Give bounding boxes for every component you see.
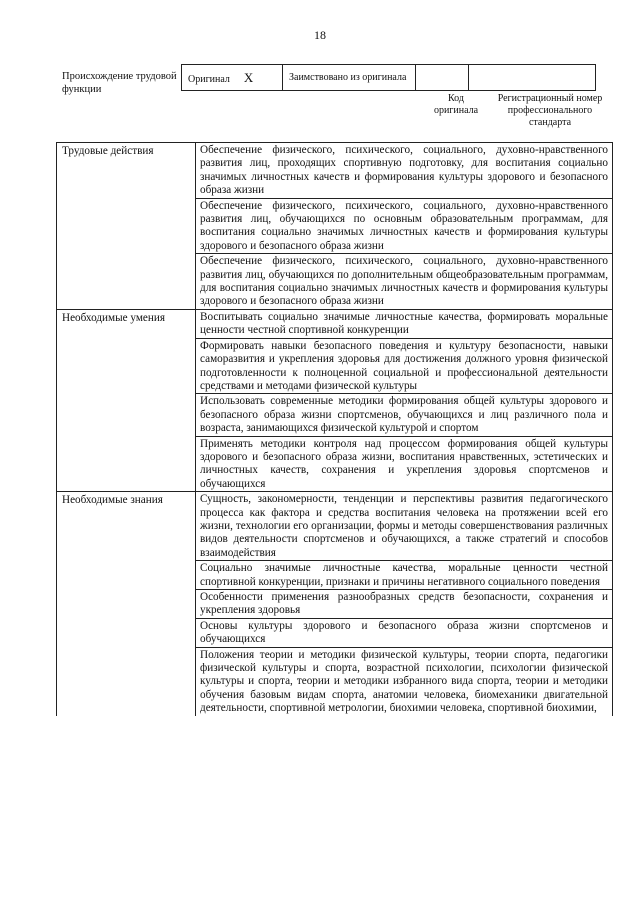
page-number: 18	[314, 28, 326, 42]
original-mark: X	[243, 69, 254, 85]
section-label-knowledge: Необходимые знания	[57, 492, 196, 716]
reg-number-caption: Регистрационный номер профессионального стандарта	[497, 93, 603, 128]
original-label: Оригинал	[188, 73, 230, 85]
code-caption: Код оригинала	[433, 93, 479, 116]
table-row: Особенности применения разнообразных средств безопасности, сохранения и укрепления здоровья	[196, 590, 613, 619]
table-row: Формировать навыки безопасного поведения и культуру безопасности, навыки саморазвития и укрепления здоровья для достижения должного уровня физической подготовленности к полноценной социальной и профессиональной деятельности средствами и методами физической культуры	[196, 338, 613, 394]
original-cell	[182, 65, 283, 91]
table-row: Обеспечение физического, психического, социального, духовно-нравственного развития лиц, обучающихся по дополнительным общеобразовательным программам, для воспитания социально значимых личностных качеств и формирования культуры здорового и безопасного образа жизни	[196, 254, 613, 310]
table-row: Положения теории и методики физической культуры, теории спорта, педагогики физической культуры и спорта, возрастной психологии, психологии физической культуры и спорта, теории и методики избранного вида спорта, теории и методики обучения базовым видам спорта, анатомии человека, биомеханики двигательной деятельности, спортивной метрологии, биохимии человека, спортивной биохимии,	[196, 647, 613, 716]
section-label-actions: Трудовые действия	[57, 143, 196, 310]
borrowed-cell	[283, 65, 416, 91]
borrowed-label: Заимствовано из оригинала	[289, 72, 407, 83]
labor-function-table	[56, 142, 613, 716]
origin-label: Происхождение трудовой функции	[62, 71, 177, 95]
table-row: Применять методики контроля над процессом формирования общей культуры здорового и безопасного образа жизни, воспитания нравственных, эстетических и личностных качеств, сохранения и укрепления здоровья спортсменов и обучающихся	[196, 436, 613, 492]
reg-number-cell	[469, 65, 596, 91]
table-row: Социально значимые личностные качества, моральные ценности честной спортивной конкуренции, признаки и причины негативного социального поведения	[196, 561, 613, 590]
table-row: Обеспечение физического, психического, социального, духовно-нравственного развития лиц, проходящих спортивную подготовку, для воспитания социально значимых личностных качеств и формирования культуры здорового и безопасного образа жизни	[196, 143, 613, 199]
table-row: Воспитывать социально значимые личностные качества, формировать моральные ценности честной спортивной конкуренции	[196, 309, 613, 338]
code-cell	[416, 65, 469, 91]
table-row: Обеспечение физического, психического, социального, духовно-нравственного развития лиц, обучающихся по основным образовательным программам, для воспитания социально значимых личностных качеств и формирования культуры здорового и безопасного образа жизни	[196, 198, 613, 254]
section-label-skills: Необходимые умения	[57, 309, 196, 491]
table-row: Использовать современные методики формирования общей культуры здорового и безопасного образа жизни спортсменов, обучающихся и лиц различного пола и возраста, занимающихся физической культурой и спортом	[196, 394, 613, 436]
table-row: Основы культуры здорового и безопасного образа жизни спортсменов и обучающихся	[196, 618, 613, 647]
origin-table	[181, 64, 596, 91]
table-row: Сущность, закономерности, тенденции и перспективы развития педагогического процесса как фактора и средства воспитания человека на протяжении всей его жизни, технологии его организации, формы и методы совершенствования различных видов деятельности спортсменов и обучающихся, а также стратегий и способов взаимодействия	[196, 492, 613, 561]
